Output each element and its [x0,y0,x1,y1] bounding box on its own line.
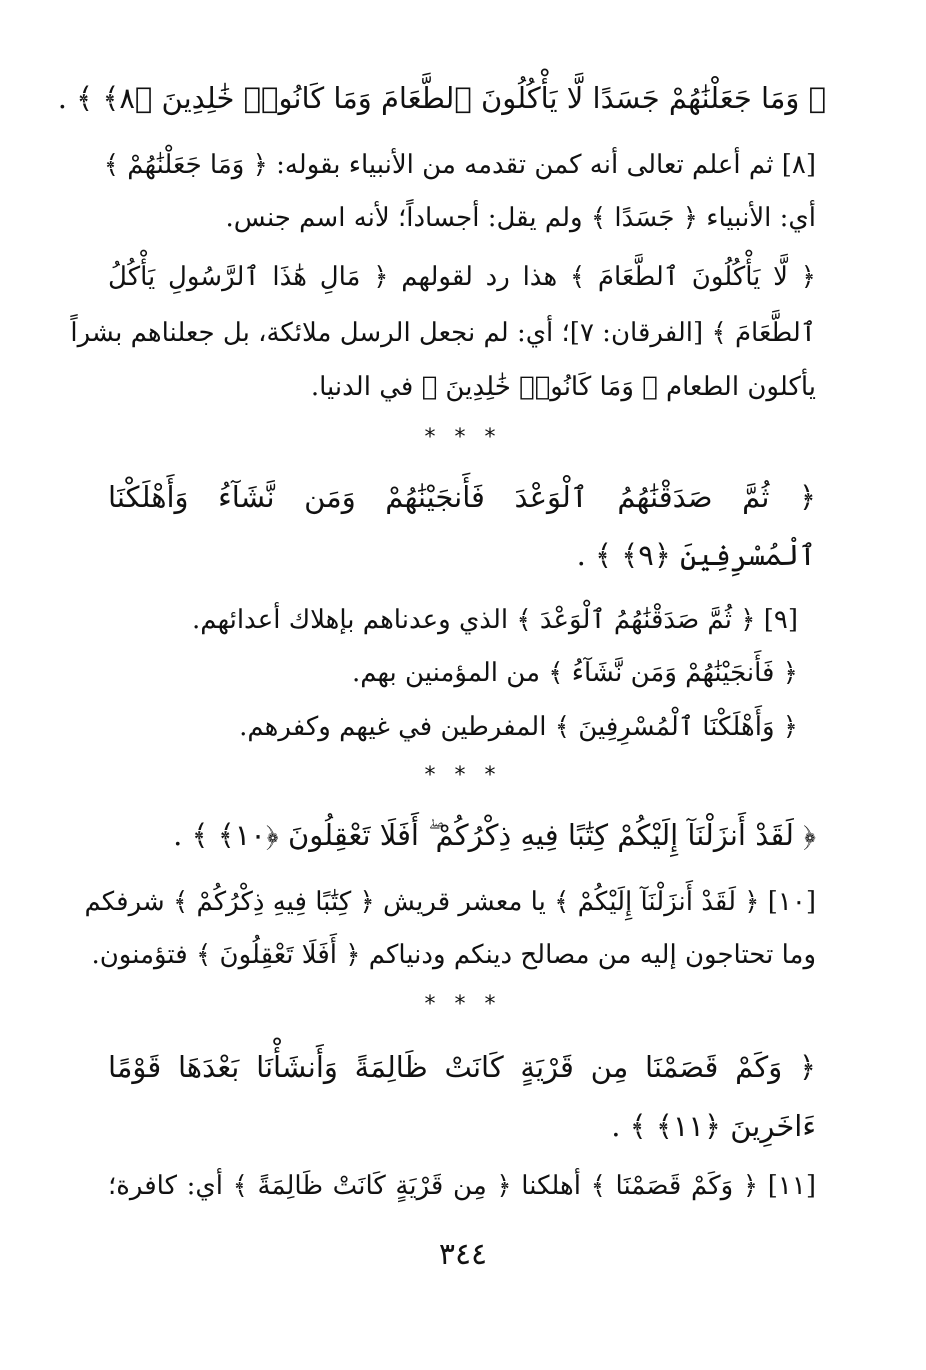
verse-10-line-1: ﴿ لَقَدْ أَنزَلْنَآ إِلَيْكُمْ كِتَٰبًا فِيهِ ذِكْرُكُمْ ۖ أَفَلَا تَعْقِلُونَ ﴿١٠﴾ ﴾ . [173,818,816,852]
commentary-9-line-2: ﴿ فَأَنجَيْنَٰهُمْ وَمَن نَّشَآءُ ﴾ من المؤمنين بهم. [351,658,798,688]
commentary-8-line-4: ٱلطَّعَامَ ﴾ [الفرقان: ٧]؛ أي: لم نجعل الرسل ملائكة، بل جعلناهم بشراً [70,318,816,348]
section-separator: * * * [424,425,502,450]
commentary-8-line-3: ﴿ لَّا يَأْكُلُونَ ٱلطَّعَامَ ﴾ هذا رد لقولهم ﴿ مَالِ هَٰذَا ٱلرَّسُولِ يَأْكُلُ [108,262,816,292]
verse-9-line-2: ٱلْمُسْرِفِينَ ﴿٩﴾ ﴾ . [576,538,816,572]
page-number: ٣٤٤ [438,1237,488,1272]
commentary-8-line-5: يأكلون الطعام ﴿ وَمَا كَانُوا۟ خَٰلِدِينَ ﴾ في الدنيا. [310,372,816,402]
commentary-10-line-1: [١٠] ﴿ لَقَدْ أَنزَلْنَآ إِلَيْكُمْ ﴾ يا معشر قريش ﴿ كِتَٰبًا فِيهِ ذِكْرُكُمْ ﴾ شرفكم [84,887,816,917]
commentary-11-line-1: [١١] ﴿ وَكَمْ قَصَمْنَا ﴾ أهلكنا ﴿ مِن قَرْيَةٍ كَانَتْ ظَالِمَةً ﴾ أي: كافرة؛ [108,1171,816,1201]
section-separator: * * * [424,763,502,788]
commentary-10-line-2: وما تحتاجون إليه من مصالح دينكم ودنياكم ﴿ أَفَلَا تَعْقِلُونَ ﴾ فتؤمنون. [91,940,816,970]
commentary-9-line-3: ﴿ وَأَهْلَكْنَا ٱلْمُسْرِفِينَ ﴾ المفرطين في غيهم وكفرهم. [239,712,798,742]
commentary-8-line-2: أي: الأنبياء ﴿ جَسَدًا ﴾ ولم يقل: أجساداً؛ لأنه اسم جنس. [225,203,816,233]
verse-11-line-2: ءَاخَرِينَ ﴿١١﴾ ﴾ . [611,1109,816,1143]
verse-8-line-1: ﴿ وَمَا جَعَلْنَٰهُمْ جَسَدًا لَّا يَأْكُلُونَ ٱلطَّعَامَ وَمَا كَانُوا۟ خَٰلِدِينَ ﴿٨﴾ ﴾ . [57,81,826,115]
verse-9-line-1: ﴿ ثُمَّ صَدَقْنَٰهُمُ ٱلْوَعْدَ فَأَنجَيْنَٰهُمْ وَمَن نَّشَآءُ وَأَهْلَكْنَا [108,480,816,514]
commentary-8-line-1: [٨] ثم أعلم تعالى أنه كمن تقدمه من الأنبياء بقوله: ﴿ وَمَا جَعَلْنَٰهُمْ ﴾ [103,150,816,180]
section-separator: * * * [424,992,502,1017]
commentary-9-line-1: [٩] ﴿ ثُمَّ صَدَقْنَٰهُمُ ٱلْوَعْدَ ﴾ الذي وعدناهم بإهلاك أعدائهم. [192,605,798,635]
verse-11-line-1: ﴿ وَكَمْ قَصَمْنَا مِن قَرْيَةٍ كَانَتْ ظَالِمَةً وَأَنشَأْنَا بَعْدَهَا قَوْمًا [108,1050,816,1084]
